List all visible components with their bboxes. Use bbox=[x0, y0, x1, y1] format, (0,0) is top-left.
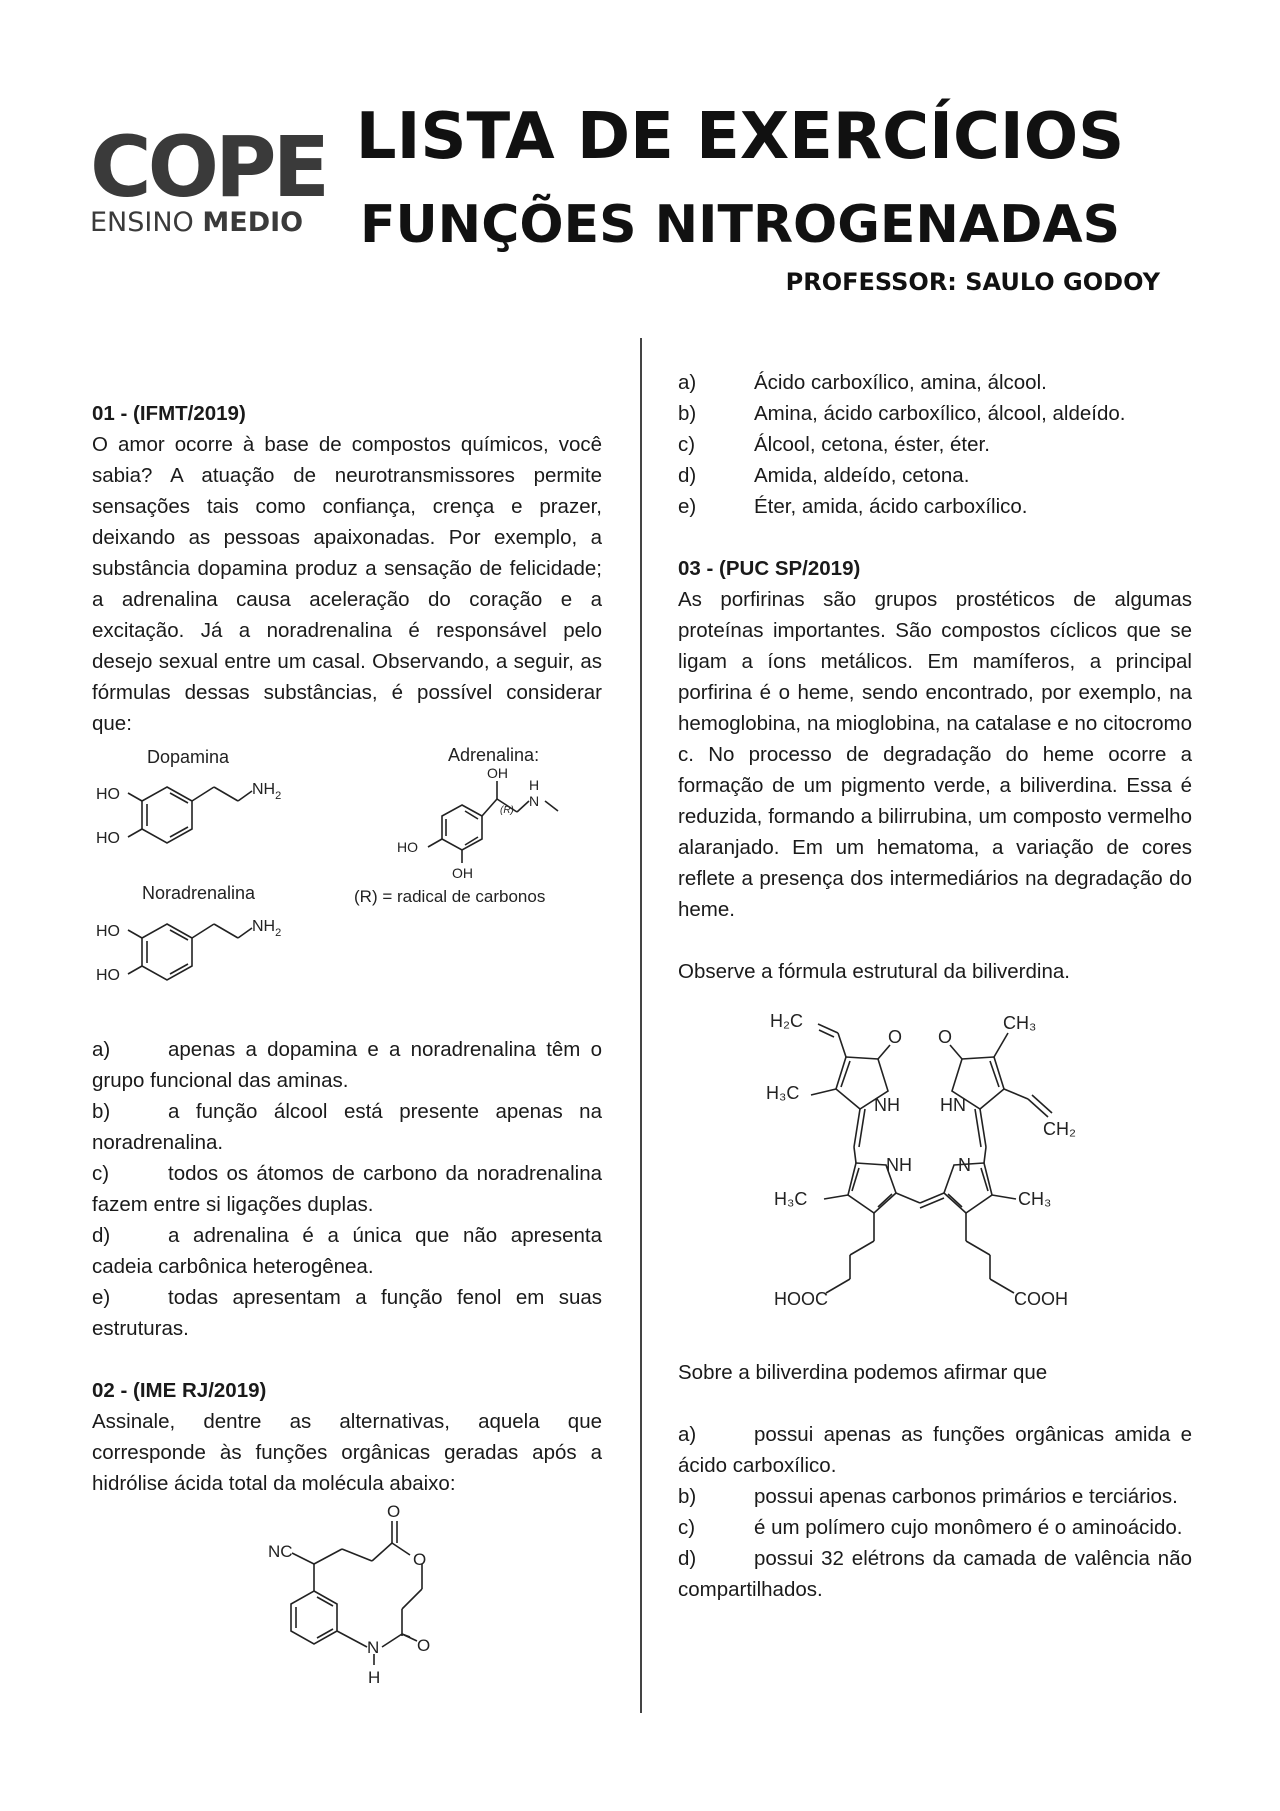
dopamina-sub2: 2 bbox=[275, 790, 282, 802]
biliverdina-structure bbox=[678, 987, 1192, 1357]
adrenalina-r-label: (R) bbox=[500, 805, 514, 816]
q2-option-d-letter: d) bbox=[678, 464, 697, 487]
q1-option-d-letter: d) bbox=[92, 1224, 111, 1247]
q2-option-c[interactable] bbox=[678, 429, 1192, 460]
q3-observe: Observe a fórmula estrutural da biliverdina. bbox=[678, 960, 1070, 983]
q3-text: As porfirinas são grupos prostéticos de algumas proteínas importantes. São compostos cíclicos que se ligam a íons metálicos. Em mamíferos, a principal porfirina é o heme, sendo encontrado, por exemplo, na hemoglobina, na mioglobina, na catalase e no citocromo c. No processo de degradação do heme ocorre a formação de um pigmento verde, a biliverdina. Essa é reduzida, formando a bilirrubina, um composto vermelho alaranjado. Em um hematoma, a variação de cores reflete a presença dos intermediários na degradação do heme. bbox=[678, 588, 1192, 921]
q2-o-ester: O bbox=[413, 1550, 427, 1569]
q2-option-b-text: Amina, ácido carboxílico, álcool, aldeído. bbox=[754, 402, 1126, 425]
q1-option-c-text: todos os átomos de carbono da noradrenalina fazem entre si ligações duplas. bbox=[92, 1162, 602, 1216]
adrenalina-oh-bottom: OH bbox=[452, 865, 473, 881]
adrenalina-oh-top: OH bbox=[487, 765, 508, 781]
dopamina-ho-2: HO bbox=[96, 830, 120, 847]
noradrenalina-ho-2: HO bbox=[96, 967, 120, 984]
q2-n: N bbox=[367, 1638, 380, 1657]
q1-option-e[interactable] bbox=[92, 1282, 602, 1344]
q3-prompt: Sobre a biliverdina podemos afirmar que bbox=[678, 1361, 1048, 1384]
cope-logo bbox=[90, 118, 326, 238]
label-noradrenalina: Noradrenalina bbox=[142, 883, 256, 903]
q1-option-c[interactable] bbox=[92, 1158, 602, 1220]
professor-label: PROFESSOR: SAULO GODOY bbox=[785, 268, 1160, 296]
q2-o-carbonyl: O bbox=[387, 1502, 401, 1521]
q3-option-a[interactable] bbox=[678, 1419, 1192, 1481]
q1-option-a-letter: a) bbox=[92, 1038, 111, 1061]
q2-option-a-letter: a) bbox=[678, 371, 697, 394]
q1-option-d-text: a adrenalina é a única que não apresenta cadeia carbônica heterogênea. bbox=[92, 1224, 602, 1278]
q2-h: H bbox=[368, 1668, 381, 1687]
q3-nh-inner: NH bbox=[886, 1155, 912, 1175]
q3-ch3-bottom: CH₃ bbox=[1018, 1189, 1052, 1209]
q3-option-b-text: possui apenas carbonos primários e terciários. bbox=[754, 1485, 1178, 1508]
neurotransmitter-structures bbox=[92, 739, 602, 1034]
label-dopamina: Dopamina bbox=[147, 747, 230, 767]
q1-option-b[interactable] bbox=[92, 1096, 602, 1158]
adrenalina-ho: HO bbox=[397, 839, 418, 855]
q1-option-a-text: apenas a dopamina e a noradrenalina têm o grupo funcional das aminas. bbox=[92, 1038, 602, 1092]
q3-option-b[interactable] bbox=[678, 1481, 1192, 1512]
adrenalina-n: N bbox=[529, 793, 540, 809]
q3-o-left: O bbox=[888, 1027, 903, 1047]
noradrenalina-nh2 bbox=[252, 918, 281, 939]
page-subtitle: FUNÇÕES NITROGENADAS bbox=[359, 195, 1121, 255]
q2-option-c-text: Álcool, cetona, éster, éter. bbox=[754, 433, 990, 456]
q3-h2c: H₂C bbox=[770, 1011, 803, 1031]
q1-option-c-letter: c) bbox=[92, 1162, 110, 1185]
adrenalina-h: H bbox=[529, 777, 540, 793]
q3-option-d-text: possui 32 elétrons da camada de valência não compartilhados. bbox=[678, 1547, 1192, 1601]
lactam-ester-molecule bbox=[92, 1499, 602, 1709]
q3-option-a-text: possui apenas as funções orgânicas amida e ácido carboxílico. bbox=[678, 1423, 1192, 1477]
right-column bbox=[678, 367, 1192, 1605]
q3-ch2: CH₂ bbox=[1043, 1119, 1076, 1139]
q1-option-e-letter: e) bbox=[92, 1286, 111, 1309]
q1-option-e-text: todas apresentam a função fenol em suas estruturas. bbox=[92, 1286, 602, 1340]
dopamina-ho-1: HO bbox=[96, 786, 120, 803]
logo-sub-ensino: ENSINO bbox=[90, 207, 194, 238]
q3-n-inner: N bbox=[958, 1155, 971, 1175]
q1-option-b-letter: b) bbox=[92, 1100, 111, 1123]
q3-h3c-bottom: H₃C bbox=[774, 1189, 808, 1209]
logo-brand: COPE bbox=[90, 118, 326, 216]
q3-option-c-letter: c) bbox=[678, 1516, 696, 1539]
page-title: LISTA DE EXERCÍCIOS bbox=[355, 100, 1125, 174]
q2-heading: 02 - (IME RJ/2019) bbox=[92, 1379, 267, 1402]
q2-o-amide: O bbox=[417, 1636, 431, 1655]
q3-option-d-letter: d) bbox=[678, 1547, 697, 1570]
label-adrenalina: Adrenalina: bbox=[448, 745, 540, 765]
q1-figure bbox=[92, 739, 602, 1034]
q3-option-d[interactable] bbox=[678, 1543, 1192, 1605]
q2-option-a[interactable] bbox=[678, 367, 1192, 398]
q2-option-b[interactable] bbox=[678, 398, 1192, 429]
q2-option-c-letter: c) bbox=[678, 433, 696, 456]
q3-nh-left: NH bbox=[874, 1095, 900, 1115]
noradrenalina-ho-1: HO bbox=[96, 923, 120, 940]
dopamina-nh2 bbox=[252, 781, 281, 802]
q2-text: Assinale, dentre as alternativas, aquela que corresponde às funções orgânicas geradas após a hidrólise ácida total da molécula abaixo: bbox=[92, 1410, 602, 1495]
q2-figure bbox=[92, 1499, 602, 1709]
q3-heading: 03 - (PUC SP/2019) bbox=[678, 557, 861, 580]
noradrenalina-nh: NH bbox=[252, 918, 276, 935]
dopamina-nh: NH bbox=[252, 781, 276, 798]
logo-subtitle bbox=[90, 208, 320, 238]
noradrenalina-sub2: 2 bbox=[275, 927, 282, 939]
q2-option-d-text: Amida, aldeído, cetona. bbox=[754, 464, 970, 487]
q2-nc: NC bbox=[268, 1542, 293, 1561]
q1-option-b-text: a função álcool está presente apenas na noradrenalina. bbox=[92, 1100, 602, 1154]
q3-ch3-top: CH₃ bbox=[1003, 1013, 1037, 1033]
q1-option-a[interactable] bbox=[92, 1034, 602, 1096]
q2-option-e[interactable] bbox=[678, 491, 1192, 522]
left-column bbox=[92, 398, 602, 1709]
q2-option-d[interactable] bbox=[678, 460, 1192, 491]
q1-heading: 01 - (IFMT/2019) bbox=[92, 402, 246, 425]
logo-sub-medio: MEDIO bbox=[202, 207, 304, 238]
q3-figure bbox=[678, 987, 1192, 1357]
q3-h3c-top: H₃C bbox=[766, 1083, 800, 1103]
q3-hooc: HOOC bbox=[774, 1289, 828, 1309]
column-divider bbox=[640, 338, 642, 1713]
q1-text: O amor ocorre à base de compostos químicos, você sabia? A atuação de neurotransmissores permite sensações tais como confiança, crença e prazer, deixando as pessoas apaixonadas. Por exemplo, a substância dopamina produz a sensação de felicidade; a adrenalina causa aceleração do coração e a excitação. Já a noradrenalina é responsável pelo desejo sexual entre um casal. Observando, a seguir, as fórmulas dessas substâncias, é possível considerar que: bbox=[92, 433, 602, 735]
q3-o-right: O bbox=[938, 1027, 953, 1047]
q3-hn-right: HN bbox=[940, 1095, 966, 1115]
q2-option-a-text: Ácido carboxílico, amina, álcool. bbox=[754, 371, 1047, 394]
radical-note: (R) = radical de carbonos bbox=[354, 887, 546, 906]
q3-option-a-letter: a) bbox=[678, 1423, 697, 1446]
q3-option-c-text: é um polímero cujo monômero é o aminoácido. bbox=[754, 1516, 1183, 1539]
q1-option-d[interactable] bbox=[92, 1220, 602, 1282]
q3-option-b-letter: b) bbox=[678, 1485, 697, 1508]
q3-cooh: COOH bbox=[1014, 1289, 1068, 1309]
q3-option-c[interactable] bbox=[678, 1512, 1192, 1543]
q2-option-e-letter: e) bbox=[678, 495, 697, 518]
q2-option-b-letter: b) bbox=[678, 402, 697, 425]
q2-option-e-text: Éter, amida, ácido carboxílico. bbox=[754, 495, 1028, 518]
